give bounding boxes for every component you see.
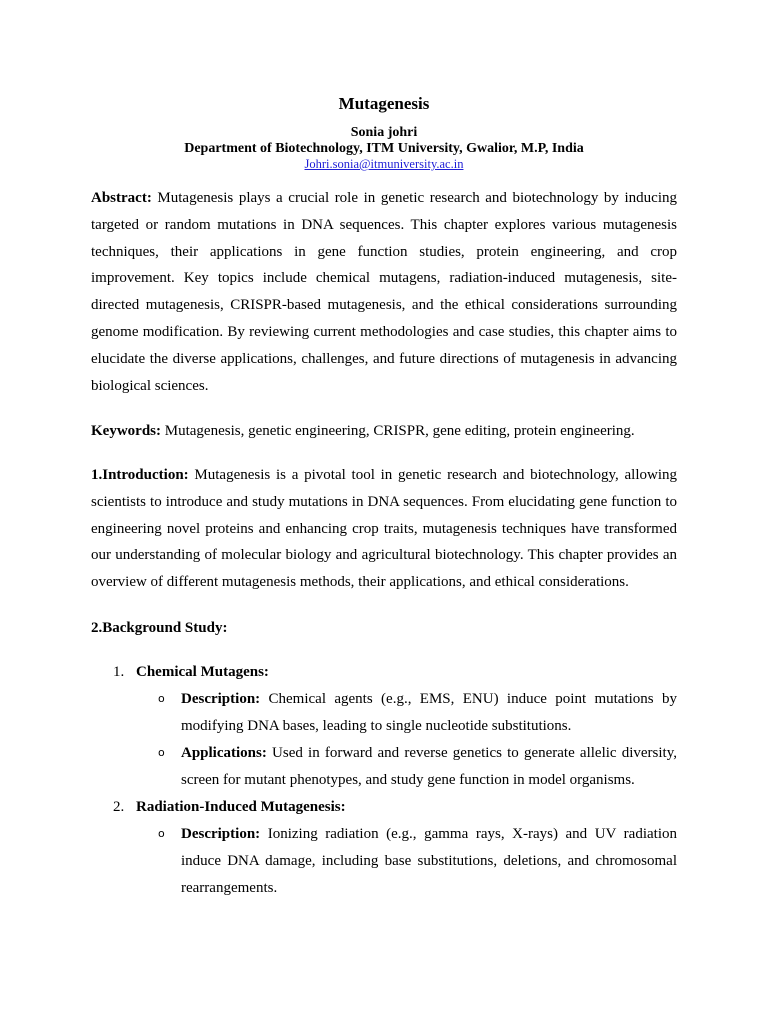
list-item-number: 1.	[113, 664, 125, 680]
keywords-text: Mutagenesis, genetic engineering, CRISPR, gene editing, protein engineering.	[161, 423, 635, 439]
sub-item-label: Applications:	[181, 745, 267, 761]
list-item-title: Radiation-Induced Mutagenesis:	[136, 799, 346, 815]
list-item-number: 2.	[113, 799, 125, 815]
bullet-icon: o	[158, 746, 165, 759]
abstract-text: Mutagenesis plays a crucial role in genetic research and biotechnology by inducing targeted or random mutations in DNA sequences. This chapter explores various mutagenesis techniques, their applications in gene function studies, protein engineering, and crop improvement. Key topics include chemical mutagens, radiation-induced mutagenesis, site-directed mutagenesis, CRISPR-based mutagenesis, and the ethical considerations surrounding genome modification. By reviewing current methodologies and case studies, this chapter aims to elucidate the diverse applications, challenges, and future directions of mutagenesis in advancing biological sciences.	[91, 190, 677, 394]
author-name: Sonia johri	[350, 125, 418, 140]
sub-item-text: Used in forward and reverse genetics to generate allelic diversity, screen for mutant phenotypes, and study gene function in model organisms.	[181, 745, 677, 788]
sub-list-item	[158, 686, 677, 740]
sub-item-label: Description:	[181, 826, 261, 842]
sub-list-item	[158, 740, 677, 794]
background-heading: 2.Background Study:	[91, 620, 228, 636]
bullet-icon: o	[158, 827, 165, 840]
abstract-label: Abstract:	[91, 190, 152, 206]
bullet-icon: o	[158, 692, 165, 705]
keywords-label: Keywords:	[91, 423, 161, 439]
introduction-text: Mutagenesis is a pivotal tool in genetic research and biotechnology, allowing scientists to introduce and study mutations in DNA sequences. From elucidating gene function to engineering novel proteins and enhancing crop traits, mutagenesis techniques have transformed our understanding of molecular biology and agricultural biotechnology. This chapter provides an overview of different mutagenesis methods, their applications, and ethical considerations.	[91, 467, 677, 591]
author-affiliation: Department of Biotechnology, ITM University, Gwalior, M.P, India	[184, 141, 584, 156]
abstract-paragraph	[91, 185, 677, 399]
keywords-paragraph	[91, 418, 677, 445]
sub-list-item	[158, 821, 677, 901]
paper-title: Mutagenesis	[338, 94, 430, 113]
list-item-title: Chemical Mutagens:	[136, 664, 269, 680]
introduction-label: 1.Introduction:	[91, 467, 189, 483]
introduction-paragraph	[91, 462, 677, 596]
author-email	[0, 156, 768, 172]
sub-item-text: Chemical agents (e.g., EMS, ENU) induce point mutations by modifying DNA bases, leading to single nucleotide substitutions.	[181, 691, 677, 734]
email-link[interactable]: Johri.sonia@itmuniversity.ac.in	[304, 157, 464, 171]
sub-item-text: Ionizing radiation (e.g., gamma rays, X-rays) and UV radiation induce DNA damage, including base substitutions, deletions, and chromosomal rearrangements.	[181, 826, 677, 896]
sub-item-label: Description:	[181, 691, 261, 707]
